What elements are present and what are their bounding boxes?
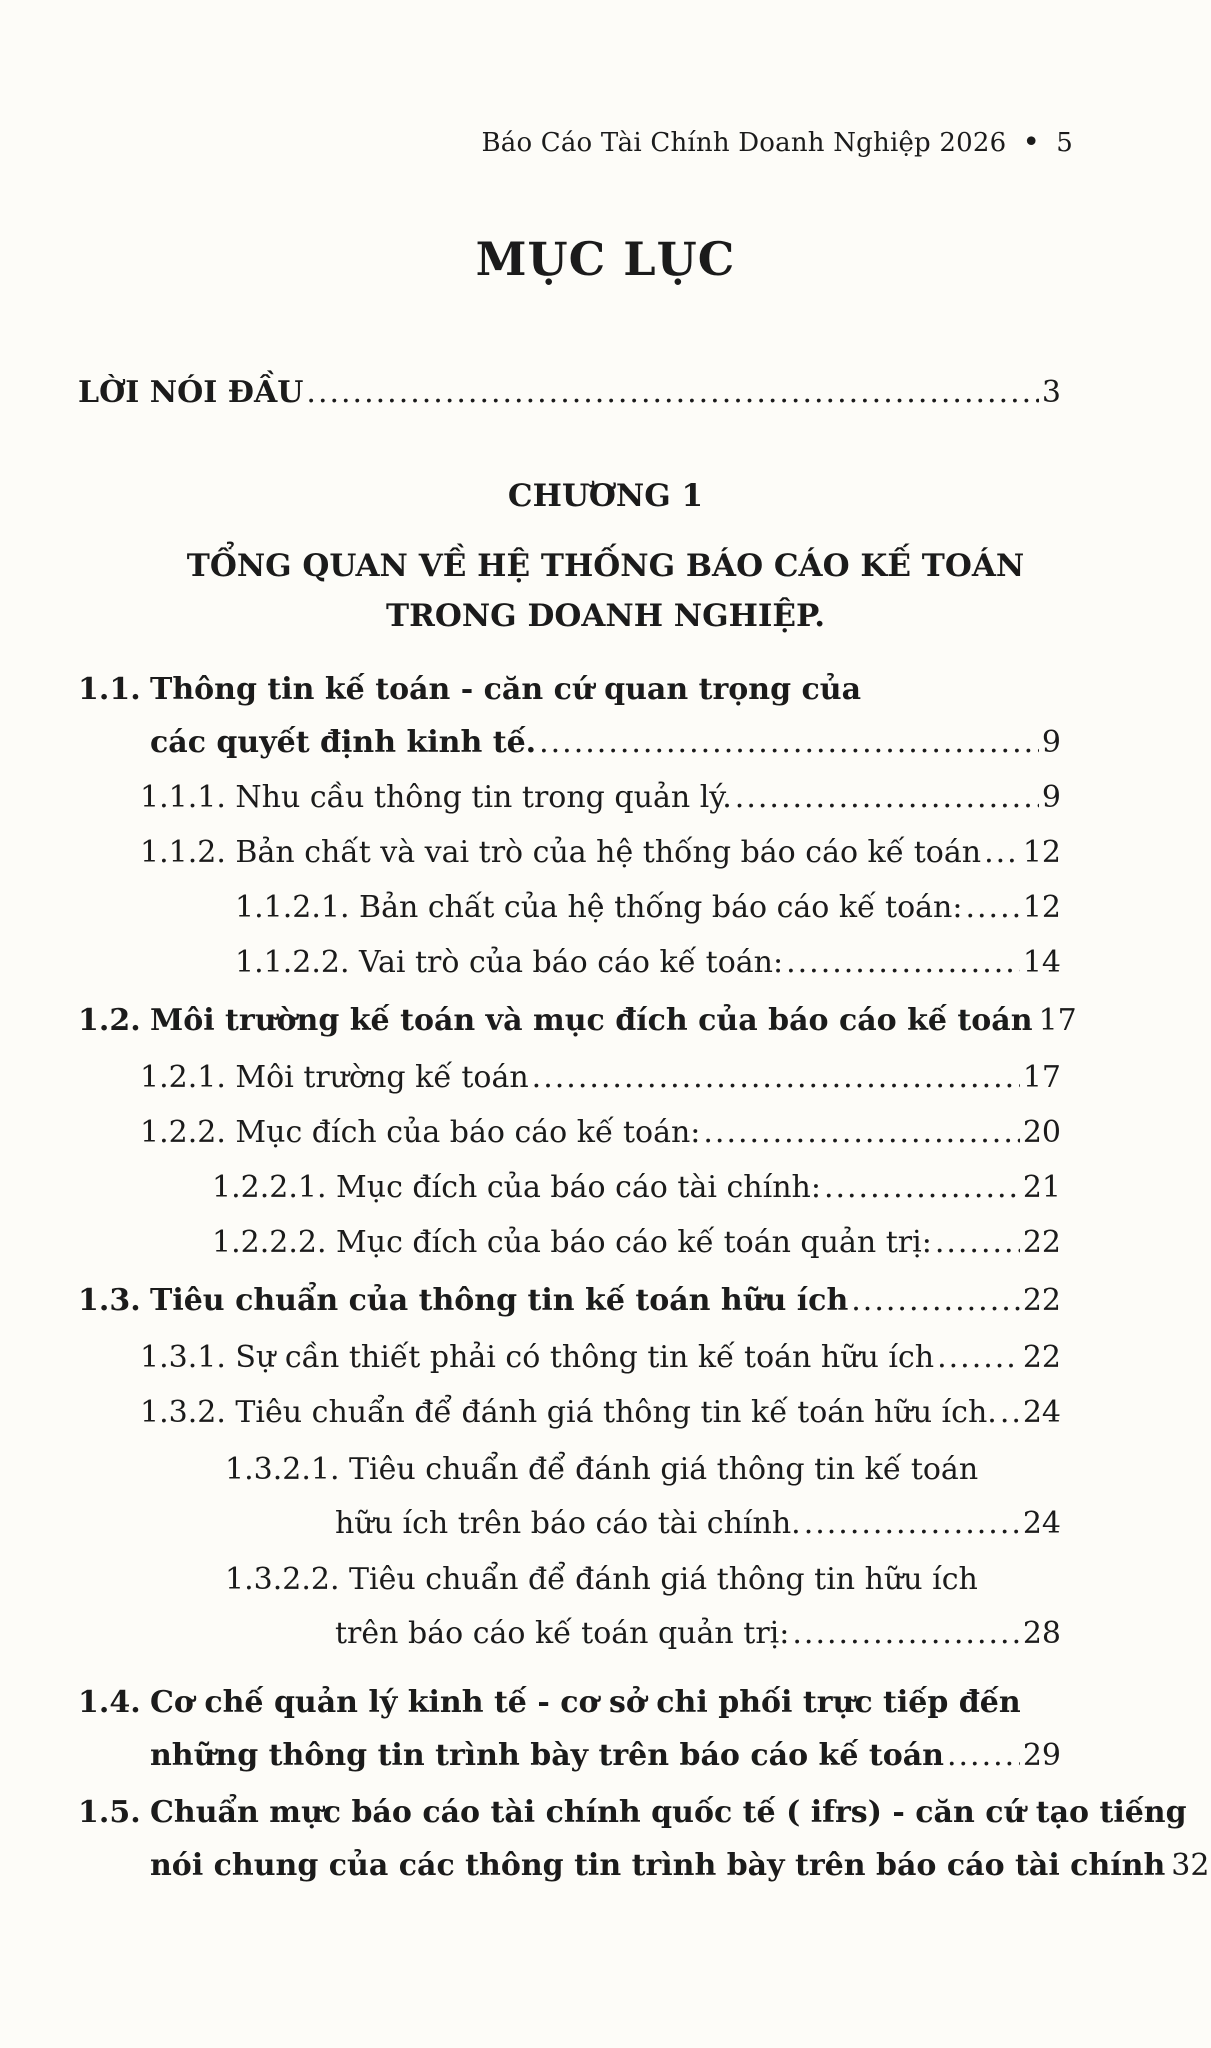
- toc-entry-page: 12: [1022, 835, 1061, 870]
- toc-entry-preface: [78, 375, 1061, 410]
- toc-entry-page: 21: [1022, 1170, 1061, 1205]
- book-title: Báo Cáo Tài Chính Doanh Nghiệp 2026: [481, 128, 1007, 158]
- toc-entry-text: Nhu cầu thông tin trong quản lý.: [235, 780, 732, 815]
- toc-entry-number: 1.2.2.: [140, 1115, 226, 1150]
- toc-entry-1-2-2-1: [212, 1170, 1061, 1205]
- toc-entry-number: 1.1.1.: [140, 780, 226, 815]
- toc-entry-number: 1.2.2.1.: [212, 1170, 327, 1205]
- toc-entry-page: 29: [1022, 1738, 1061, 1773]
- toc-entry-1-4-line1: [78, 1685, 1021, 1720]
- toc-entry-page: 3: [1041, 375, 1061, 410]
- chapter-title-line1: TỔNG QUAN VỀ HỆ THỐNG BÁO CÁO KẾ TOÁN: [186, 548, 1025, 584]
- toc-entry-text: Cơ chế quản lý kinh tế - cơ sở chi phối trực tiếp đến: [150, 1685, 1021, 1720]
- toc-entry-1-2-1: [140, 1060, 1061, 1095]
- toc-entry-1-3: [78, 1283, 1061, 1318]
- toc-entry-text: Sự cần thiết phải có thông tin kế toán hữu ích: [235, 1340, 935, 1375]
- toc-entry-page: 24: [1022, 1506, 1061, 1541]
- toc-entry-1-1-line2: [150, 725, 1061, 760]
- toc-entry-1-2-2: [140, 1115, 1061, 1150]
- dot-leader: [792, 1616, 1019, 1651]
- toc-entry-1-3-2-1-line2: [335, 1506, 1061, 1541]
- dot-leader: [984, 835, 1020, 870]
- toc-entry-text: nói chung của các thông tin trình bày trên báo cáo tài chính: [150, 1848, 1166, 1883]
- toc-entry-1-3-1: [140, 1340, 1061, 1375]
- toc-entry-text: Mục đích của báo cáo tài chính:: [336, 1170, 821, 1205]
- toc-entry-page: 32: [1171, 1848, 1210, 1883]
- toc-entry-text: Bản chất và vai trò của hệ thống báo cáo kế toán: [235, 835, 982, 870]
- toc-entry-number: 1.3.: [78, 1283, 141, 1318]
- toc-entry-number: 1.1.2.2.: [235, 945, 350, 980]
- toc-entry-text: Mục đích của báo cáo kế toán:: [235, 1115, 701, 1150]
- toc-entry-page: 20: [1022, 1115, 1061, 1150]
- toc-entry-1-1-2: [140, 835, 1061, 870]
- dot-leader: [935, 1225, 1020, 1260]
- header-separator: •: [1022, 125, 1041, 160]
- toc-entry-page: 12: [1022, 890, 1061, 925]
- toc-entry-1-3-2-2-line2: [335, 1616, 1061, 1651]
- toc-entry-page: 17: [1022, 1060, 1061, 1095]
- toc-entry-page: 28: [1022, 1616, 1061, 1651]
- dot-leader: [947, 1738, 1020, 1773]
- dot-leader: [735, 780, 1039, 815]
- chapter-title-line2: TRONG DOANH NGHIỆP.: [386, 598, 825, 634]
- toc-entry-text: Tiêu chuẩn để đánh giá thông tin kế toán: [349, 1452, 979, 1487]
- toc-entry-number: 1.2.2.2.: [212, 1225, 327, 1260]
- toc-entry-text: Môi trường kế toán và mục đích của báo cáo kế toán: [150, 1003, 1033, 1038]
- toc-entry-1-1-2-1: [235, 890, 1061, 925]
- toc-entry-1-1-line1: [78, 672, 861, 707]
- toc-entry-page: 22: [1022, 1340, 1061, 1375]
- toc-entry-label: LỜI NÓI ĐẦU: [78, 375, 304, 410]
- toc-entry-1-1-1: [140, 780, 1061, 815]
- toc-entry-page: 22: [1022, 1225, 1061, 1260]
- toc-entry-number: 1.2.1.: [140, 1060, 226, 1095]
- dot-leader: [703, 1115, 1019, 1150]
- toc-entry-number: 1.3.2.1.: [225, 1452, 340, 1487]
- toc-entry-number: 1.3.2.: [140, 1395, 226, 1430]
- toc-entry-number: 1.3.2.2.: [225, 1562, 340, 1597]
- dot-leader: [804, 1506, 1020, 1541]
- toc-entry-1-5-line1: [78, 1795, 1187, 1830]
- toc-entry-number: 1.4.: [78, 1685, 141, 1720]
- toc-entry-number: 1.2.: [78, 1003, 141, 1038]
- dot-leader: [306, 375, 1039, 410]
- toc-entry-1-3-2: [140, 1395, 1061, 1430]
- toc-entry-page: 24: [1022, 1395, 1061, 1430]
- toc-entry-1-4-line2: [150, 1738, 1061, 1773]
- toc-entry-text: hữu ích trên báo cáo tài chính.: [335, 1506, 801, 1541]
- page-number: 5: [1056, 128, 1073, 158]
- toc-entry-text: Mục đích của báo cáo kế toán quản trị:: [336, 1225, 932, 1260]
- toc-entry-text: Bản chất của hệ thống báo cáo kế toán:: [359, 890, 963, 925]
- toc-entry-1-1-2-2: [235, 945, 1061, 980]
- toc-entry-page: 9: [1041, 725, 1061, 760]
- toc-entry-1-2: [78, 1003, 1077, 1038]
- toc-entry-text: những thông tin trình bày trên báo cáo kế toán: [150, 1738, 944, 1773]
- toc-entry-number: 1.3.1.: [140, 1340, 226, 1375]
- dot-leader: [965, 890, 1019, 925]
- toc-entry-text: Vai trò của báo cáo kế toán:: [359, 945, 784, 980]
- dot-leader: [786, 945, 1020, 980]
- toc-entry-text: Tiêu chuẩn của thông tin kế toán hữu ích: [150, 1283, 849, 1318]
- toc-entry-1-3-2-2-line1: [225, 1562, 978, 1597]
- dot-leader: [824, 1170, 1020, 1205]
- toc-entry-1-2-2-2: [212, 1225, 1061, 1260]
- toc-entry-page: 9: [1041, 780, 1061, 815]
- toc-entry-number: 1.1.: [78, 672, 141, 707]
- dot-leader: [937, 1340, 1020, 1375]
- toc-entry-text: Môi trường kế toán: [235, 1060, 529, 1095]
- toc-entry-page: 22: [1022, 1283, 1061, 1318]
- dot-leader: [532, 1060, 1020, 1095]
- toc-entry-text: Chuẩn mực báo cáo tài chính quốc tế ( ifrs) - căn cứ tạo tiếng: [150, 1795, 1187, 1830]
- toc-entry-text: Thông tin kế toán - căn cứ quan trọng của: [150, 672, 862, 707]
- dot-leader: [851, 1283, 1020, 1318]
- toc-entry-number: 1.1.2.: [140, 835, 226, 870]
- running-header: [481, 125, 1073, 160]
- toc-entry-text: trên báo cáo kế toán quản trị:: [335, 1616, 790, 1651]
- toc-entry-text: Tiêu chuẩn để đánh giá thông tin hữu ích: [349, 1562, 978, 1597]
- toc-entry-page: 14: [1022, 945, 1061, 980]
- toc-entry-text: các quyết định kinh tế.: [150, 725, 537, 760]
- dot-leader: [1000, 1395, 1020, 1430]
- dot-leader: [539, 725, 1039, 760]
- toc-entry-1-3-2-1-line1: [225, 1452, 978, 1487]
- chapter-label: CHƯƠNG 1: [507, 478, 704, 514]
- toc-entry-1-5-line2: [150, 1848, 1210, 1883]
- toc-entry-number: 1.5.: [78, 1795, 141, 1830]
- toc-entry-page: 17: [1038, 1003, 1077, 1038]
- toc-title: MỤC LỤC: [475, 232, 736, 286]
- toc-entry-text: Tiêu chuẩn để đánh giá thông tin kế toán hữu ích.: [235, 1395, 997, 1430]
- toc-entry-number: 1.1.2.1.: [235, 890, 350, 925]
